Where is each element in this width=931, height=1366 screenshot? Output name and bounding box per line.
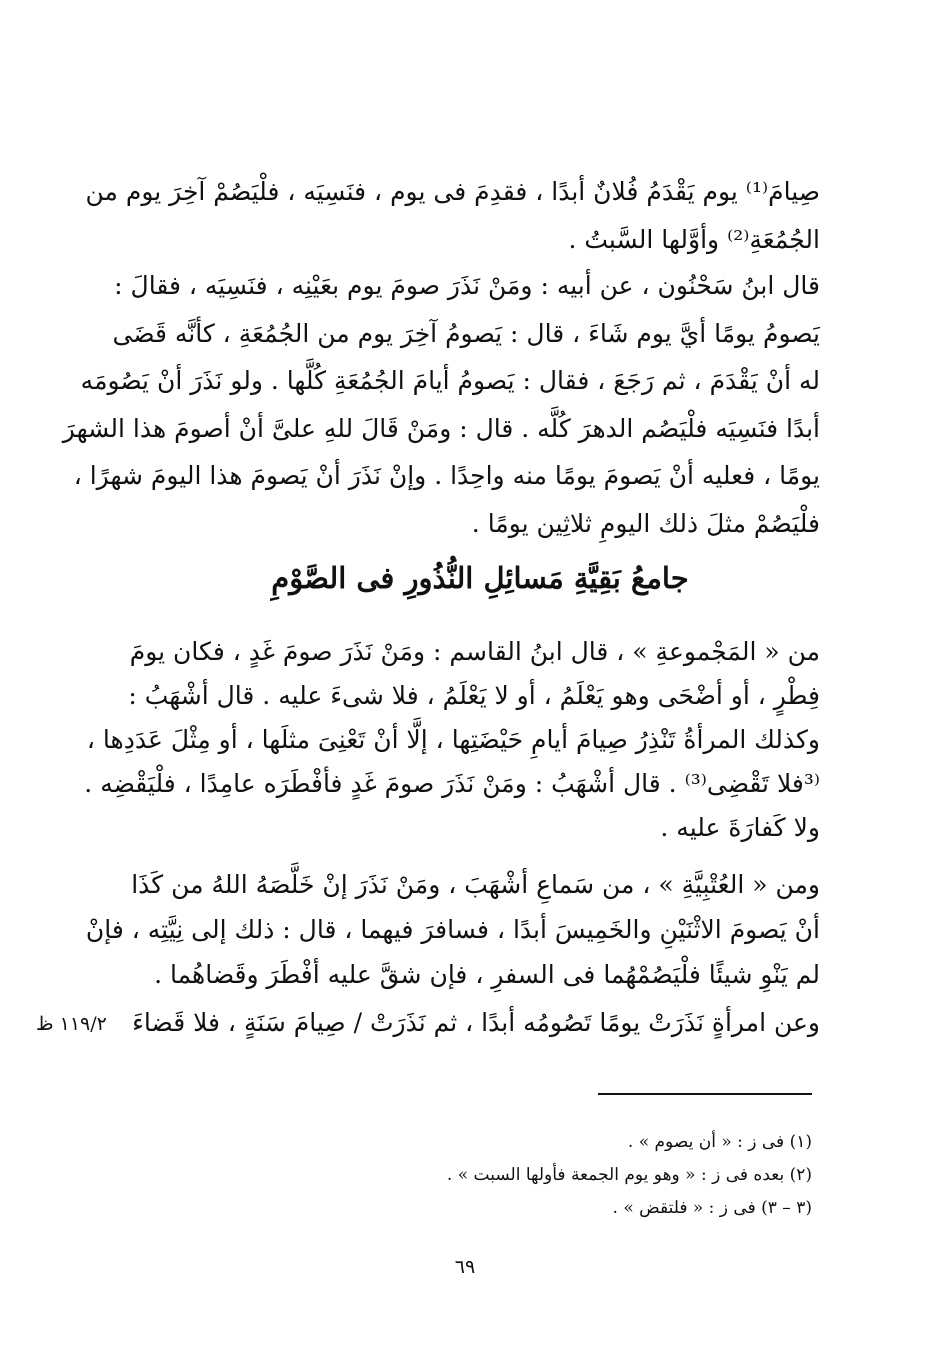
paragraph-1 xyxy=(85,168,820,263)
text-line: صِيامَ⁽¹⁾ يوم يَقْدَمُ فُلانٌ أبدًا ، فقدِمَ فى يوم ، فنَسِيَه ، فلْيَصُمْ آخِرَ يوم من xyxy=(85,177,820,206)
paragraph-3 xyxy=(84,630,820,850)
text-line: وكذلك المرأةُ تَنْذِرُ صِيامَ أيامِ حَيْضَتِها ، إلَّا أنْ تَعْنِىَ مثلَها ، أو مِثْلَ عَدَدِها ، xyxy=(86,725,820,754)
text-line: ولا كَفارَةَ عليه . xyxy=(660,813,820,842)
text-line: قال ابنُ سَحْنُون ، عن أبيه : ومَنْ نَذَرَ صومَ يوم بعَيْنِه ، فنَسِيَه ، فقالَ : xyxy=(114,271,820,300)
text-line: ⁽³فلا تَقْضِى⁽³⁾ . قال أشْهَبُ : ومَنْ نَذَرَ صومَ غَدٍ فأفْطَرَه عامِدًا ، فلْيَقْضِه . xyxy=(84,769,820,798)
page-number: ٦٩ xyxy=(454,1256,476,1278)
footnotes xyxy=(300,1126,812,1225)
footnote: (٣ – ٣) فى ز : « فلتقض » . xyxy=(612,1198,812,1218)
section-heading: جامعُ بَقِيَّةِ مَسائِلِ النُّذُورِ فى الصَّوْمِ xyxy=(271,561,689,595)
paragraph-2 xyxy=(62,262,820,547)
footnote-divider xyxy=(598,1093,812,1095)
footnote: (٢) بعده فى ز : « وهو يوم الجمعة فأولها السبت » . xyxy=(446,1165,812,1185)
text-line: يومًا ، فعليه أنْ يَصومَ يومًا منه واحِدًا . وإنْ نَذَرَ أنْ يَصومَ هذا اليومَ شهرًا ، xyxy=(73,461,820,490)
text-line: الجُمُعَةِ⁽²⁾ وأوَّلها السَّبتُ . xyxy=(568,224,820,254)
text-line: أبدًا فنَسِيَه فلْيَصُم الدهرَ كُلَّه . قال : ومَنْ قَالَ للهِ علىَّ أنْ أصومَ هذا الشهرَ xyxy=(62,413,820,443)
text-line: وعن امرأةٍ نَذَرَتْ يومًا تَصُومُه أبدًا ، ثم نَذَرَتْ / صِيامَ سَنَةٍ ، فلا قَضاءَ xyxy=(132,1008,820,1037)
text-line: لم يَنْوِ شيئًا فلْيَصُمْهُما فى السفرِ ، فإن شقَّ عليه أفْطَرَ وقَضاهُما . xyxy=(154,960,820,989)
text-line: يَصومُ يومًا أيَّ يوم شَاءَ ، قال : يَصومُ آخِرَ يوم من الجُمُعَةِ ، كأنَّه قَضَى xyxy=(112,318,820,348)
text-line: من « المَجْموعةِ » ، قال ابنُ القاسم : ومَنْ نَذَرَ صومَ غَدٍ ، فكان يومَ xyxy=(129,637,820,666)
text-line: فلْيَصُمْ مثلَ ذلك اليومِ ثلاثِين يومًا . xyxy=(471,508,820,538)
text-line: ومن « العُتْبِيَّةِ » ، من سَماعِ أشْهَبَ ، ومَنْ نَذَرَ إنْ خَلَّصَهُ اللهُ من كَذَا xyxy=(131,870,820,899)
paragraph-5 xyxy=(132,1000,820,1046)
footnote: (١) فى ز : « أن يصوم » . xyxy=(627,1132,812,1152)
paragraph-4 xyxy=(85,862,820,997)
text-line: أنْ يَصومَ الاثْنَيْنِ والخَمِيسَ أبدًا ، فسافرَ فيهما ، قال : ذلك إلى نِيَّتِه ، فإنْ xyxy=(85,915,820,944)
text-line: له أنْ يَقْدَمَ ، ثم رَجَعَ ، فقال : يَصومُ أيامَ الجُمُعَةِ كُلَّها . ولو نَذَرَ أنْ يَصُومَه xyxy=(80,366,820,395)
manuscript-folio-note: ١١٩/٢ ظ xyxy=(36,1013,107,1035)
text-line: فِطْرٍ ، أو أضْحَى وهو يَعْلَمُ ، أو لا يَعْلَمُ ، فلا شىءَ عليه . قال أشْهَبُ : xyxy=(128,681,820,710)
